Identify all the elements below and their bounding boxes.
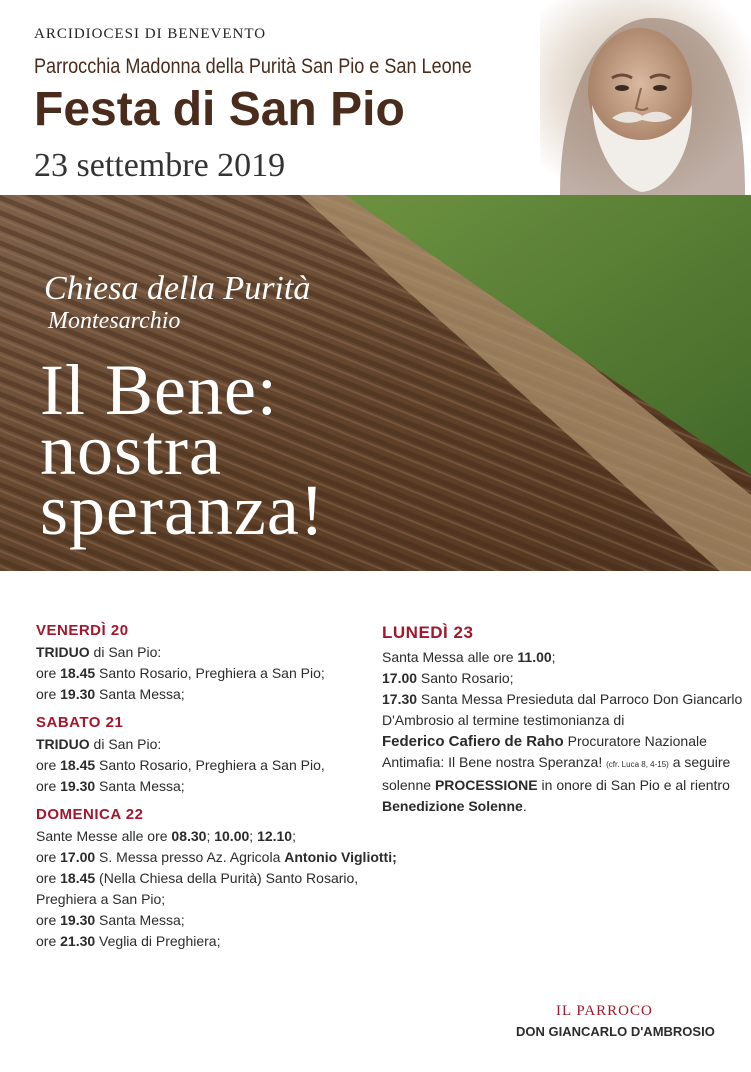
program-text: Antimafia: Il Bene nostra Speranza! (382, 754, 607, 770)
program-text: (cfr. Luca 8, 4-15) (606, 760, 669, 769)
program-text: S. Messa presso Az. Agricola (95, 849, 285, 865)
program-text: 19.30 (60, 778, 96, 794)
church-name: Chiesa della Purità (44, 270, 311, 307)
program-text: 10.00 (214, 828, 250, 844)
program-line (36, 847, 397, 868)
parish-label: Parrocchia Madonna della Purità San Pio e San Leone (34, 55, 472, 78)
program-text: Santo Rosario, Preghiera a San Pio; (95, 665, 325, 681)
program-text: D'Ambrosio al termine testimonianza di (382, 712, 625, 728)
program-line (382, 796, 727, 817)
program-text: 12.10 (257, 828, 293, 844)
signature-name: DON GIANCARLO D'AMBROSIO (516, 1024, 715, 1039)
program-text: ; (249, 828, 258, 844)
diocese-label: ARCIDIOCESI DI BENEVENTO (34, 26, 267, 42)
program-text: 18.45 (60, 665, 96, 681)
motto (40, 350, 325, 550)
town-name: Montesarchio (48, 308, 181, 334)
program-text: ; (206, 828, 215, 844)
program-text: Antonio Vigliotti; (284, 849, 397, 865)
program-line (36, 734, 366, 755)
feast-date: 23 settembre 2019 (34, 147, 286, 184)
program-text: ore (36, 665, 61, 681)
program-text: ; (292, 828, 296, 844)
program-line (382, 752, 731, 775)
program-line (36, 755, 366, 776)
program-line (382, 710, 727, 731)
program-line (382, 647, 727, 668)
program-line (382, 668, 727, 689)
program-text: 08.30 (171, 828, 207, 844)
program-line (36, 776, 366, 797)
motto-line: speranza! (40, 470, 325, 550)
program-text: ore (36, 686, 61, 702)
program-line (36, 931, 366, 952)
program-text: ; (551, 649, 556, 665)
program-line (382, 775, 730, 796)
program-text: Veglia di Preghiera; (95, 933, 221, 949)
program-text: (Nella Chiesa della Purità) Santo Rosario, (95, 870, 359, 886)
program-text: a seguire (668, 754, 731, 770)
program-text: solenne (382, 777, 435, 793)
program-text: Santa Messa; (95, 686, 185, 702)
program-text: Santo Rosario; (417, 670, 514, 686)
program-text: Federico Cafiero de Raho (382, 733, 564, 750)
program-text: Santa Messa; (95, 912, 185, 928)
program-text: 19.30 (60, 912, 96, 928)
program-line (36, 663, 366, 684)
signature-title: IL PARROCO (556, 1003, 653, 1019)
program-text: 17.00 (60, 849, 96, 865)
program-text: 11.00 (517, 649, 552, 665)
saint-portrait (540, 0, 751, 195)
program-text: di San Pio: (89, 736, 162, 752)
program-text: Santo Rosario, Preghiera a San Pio, (95, 757, 325, 773)
program-text: 18.45 (60, 870, 96, 886)
program-text: Procuratore Nazionale (563, 733, 707, 749)
motto-line: nostra (40, 410, 222, 490)
day-heading: LUNEDÌ 23 (382, 623, 474, 642)
program-text: in onore di San Pio e al rientro (537, 777, 730, 793)
program-text: Sante Messe alle ore (36, 828, 172, 844)
program-text: Santa Messa Presieduta dal Parroco Don Giancarlo (417, 691, 743, 707)
day-heading: SABATO 21 (36, 714, 124, 731)
program-text: ore (36, 757, 61, 773)
program-line (36, 868, 366, 889)
program-left (36, 620, 397, 952)
program-text: 17.00 (382, 670, 418, 686)
motto-line: Il Bene: (40, 350, 278, 430)
program-text: Benedizione Solenne (382, 798, 523, 814)
program-line (36, 684, 366, 705)
program-text: PROCESSIONE (434, 777, 538, 793)
program-text: . (522, 798, 527, 814)
program-text: 18.45 (60, 757, 96, 773)
feast-title: Festa di San Pio (34, 83, 405, 136)
program-right (382, 622, 743, 817)
program-text: ore (36, 933, 61, 949)
program-text: TRIDUO (36, 736, 90, 752)
program-line (36, 642, 366, 663)
program-text: 21.30 (60, 933, 96, 949)
program-text: di San Pio: (89, 644, 162, 660)
program-text: Santa Messa; (95, 778, 185, 794)
program-text: 17.30 (382, 691, 418, 707)
program-line (36, 889, 366, 910)
program-line (36, 826, 366, 847)
program-text: Preghiera a San Pio; (36, 891, 166, 907)
day-heading: VENERDÌ 20 (36, 622, 129, 639)
program-text: ore (36, 870, 61, 886)
program-line (382, 731, 727, 752)
program-text: TRIDUO (36, 644, 90, 660)
program-text: ore (36, 912, 61, 928)
day-heading: DOMENICA 22 (36, 806, 144, 823)
poster-header (0, 0, 751, 195)
program-line (382, 689, 743, 710)
program-text: ore (36, 778, 61, 794)
program-line (36, 910, 366, 931)
program-text: ore (36, 849, 61, 865)
program-text: Santa Messa alle ore (382, 649, 518, 665)
program-text: 19.30 (60, 686, 96, 702)
